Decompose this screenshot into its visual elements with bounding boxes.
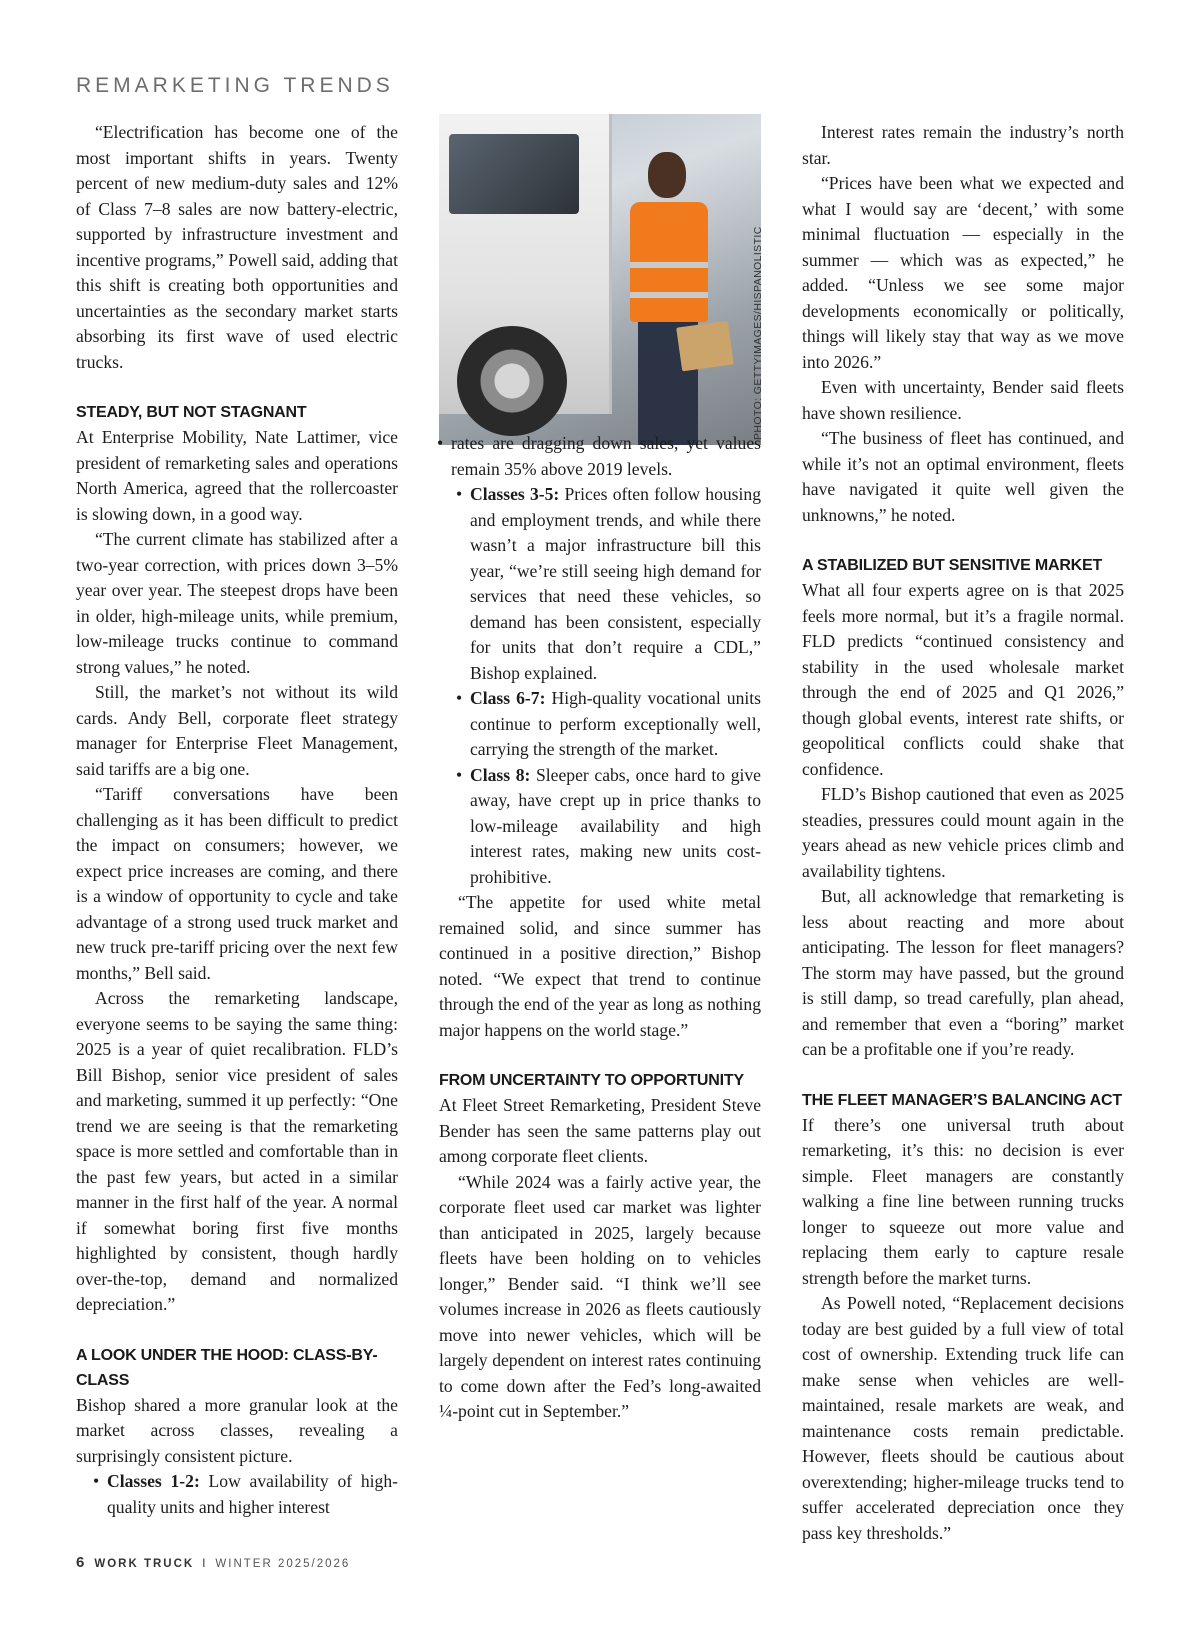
paragraph: As Powell noted, “Replacement decisions today are best guided by a full view of total cost of ownership. Extending truck life can make sense when vehicles are well-maintained, resale markets are weak, and maintenance costs remain predictable. However, fleets should be cautious about overextending; higher-mileage trucks tend to suffer accelerated depreciation once they pass key thresholds.” [802,1293,1124,1543]
paragraph: FLD’s Bishop cautioned that even as 2025 steadies, pressures could mount again in the years ahead as new vehicle prices climb and availability tightens. [802,784,1124,881]
magazine-name: WORK TRUCK [94,1558,195,1570]
list-item-continued: • rates are dragging down sales, yet values remain 35% above 2019 levels. [451,431,761,482]
article-column-3 [802,120,1124,1546]
list-item [470,482,761,686]
photo-credit: PHOTO: GETTYIMAGES/HISPANOLISTIC [752,226,764,440]
list-item-text: High-quality vocational units continue to perform exceptionally well, carrying the strength of the market. [470,688,761,759]
paragraph: At Fleet Street Remarketing, President Steve Bender has seen the same patterns play out among corporate fleet clients. [439,1095,761,1166]
article-column-2 [439,431,761,1425]
subheading-under-the-hood: A LOOK UNDER THE HOOD: CLASS-BY-CLASS [76,1346,378,1389]
list-item-label: Classes 1-2: [107,1471,200,1491]
article-column-1 [76,120,398,1520]
paragraph: “The current climate has stabilized after a two-year correction, with prices down 3–5% year over year. The steepest drops have been in older, high-mileage units, while premium, low-mileage trucks continue to command strong values,” he noted. [76,529,398,677]
subheading-balancing-act: THE FLEET MANAGER’S BALANCING ACT [802,1091,1122,1109]
subheading-uncertainty: FROM UNCERTAINTY TO OPPORTUNITY [439,1072,744,1089]
subheading-stabilized: A STABILIZED BUT SENSITIVE MARKET [802,557,1103,574]
paragraph: At Enterprise Mobility, Nate Lattimer, vice president of remarketing sales and operations North America, agreed that the rollercoaster is slowing down, in a good way. [76,427,398,524]
paragraph: “Tariff conversations have been challenging as it has been difficult to predict the impact on consumers; however, we expect price increases are coming, and there is a window of opportunity to cycle and take advantage of a strong used truck market and new truck pre-tariff pricing over the next few months,” Bell said. [76,784,398,983]
folder [676,321,734,372]
page-number: 6 [76,1554,85,1571]
list-item-label: Classes 3-5: [470,484,560,504]
paragraph: “The business of fleet has continued, and while it’s not an optimal environment, fleets have navigated it quite well given the unknowns,” he noted. [802,428,1124,525]
paragraph: Bishop shared a more granular look at the market across classes, revealing a surprisingly consistent picture. [76,1394,398,1466]
truck-window [449,134,579,214]
paragraph: If there’s one universal truth about remarketing, it’s this: no decision is ever simple. Fleet managers are constantly walking a fine line between running trucks longer to squeeze out more value and replacing them early to capture resale strength before the market turns. [802,1114,1124,1288]
list-item [470,686,761,763]
paragraph: But, all acknowledge that remarketing is less about reacting and more about anticipating. The lesson for fleet managers? The storm may have passed, but the ground is still damp, so tread carefully, plan ahead, and remember that even a “boring” market can be a profitable one if you’re ready. [802,886,1124,1059]
list-item-text: Low availability of high-quality units and higher interest [107,1471,398,1517]
paragraph: Across the remarketing landscape, everyone seems to be saying the same thing: 2025 is a year of quiet recalibration. FLD’s Bill Bishop, senior vice president of sales and marketing, summed it up perfectly: “One trend we are seeing is that the remarketing space is more settled and comfortable than in the past few years, but acted in a similar manner in the first half of the year. A normal if somewhat boring first five months highlighted by consistent, though hardly over-the-top, demand and normalized depreciation.” [76,988,398,1314]
truck-driver-photo [439,114,761,445]
page-footer [76,1554,350,1571]
section-label: REMARKETING TRENDS [76,74,394,97]
subheading-steady: STEADY, BUT NOT STAGNANT [76,404,307,421]
issue-date: WINTER 2025/2026 [215,1558,351,1570]
list-item [470,763,761,891]
paragraph: “The appetite for used white metal remained solid, and since summer has continued in a positive direction,” Bishop noted. “We expect that trend to continue through the end of the year as long as nothing major happens on the world stage.” [439,892,761,1040]
footer-separator: I [202,1558,208,1570]
paragraph: What all four experts agree on is that 2025 feels more normal, but it’s a fragile normal. FLD predicts “continued consistency and stability in the used wholesale market through the end of 2025 and Q1 2026,” though global events, interest rate shifts, or geopolitical conflicts could shake that confidence. [802,580,1124,779]
paragraph: Even with uncertainty, Bender said fleets have shown resilience. [802,377,1124,423]
paragraph: “Electrification has become one of the most important shifts in years. Twenty percent of new medium-duty sales and 12% of Class 7–8 sales are now battery-electric, supported by infrastructure investment and incentive programs,” Powell said, adding that this shift is creating both opportunities and uncertainties as the secondary market starts absorbing its first wave of used electric trucks. [76,122,398,372]
truck-wheel [457,326,567,436]
list-item-label: Class 6-7: [470,688,546,708]
class-list [439,431,761,482]
class-list [439,482,761,890]
list-item-label: Class 8: [470,764,531,785]
list-item-text: Sleeper cabs, once hard to give away, have crept up in price thanks to low-mileage availability and high interest rates, making new units cost-prohibitive. [470,764,761,887]
truck-cab [439,114,612,414]
paragraph: “While 2024 was a fairly active year, the corporate fleet used car market was lighter than anticipated in 2025, largely because fleets have been holding on to vehicles longer,” Bender said. “I think we’ll see volumes increase in 2026 as fleets cautiously move into newer vehicles, which will be largely dependent on interest rates continuing to come down after the Fed’s long-awaited ¼-point cut in September.” [439,1171,761,1421]
driver-figure [624,152,714,445]
list-item [107,1469,398,1520]
paragraph: Interest rates remain the industry’s north star. [802,122,1124,168]
paragraph: Still, the market’s not without its wild cards. Andy Bell, corporate fleet strategy manager for Enterprise Fleet Management, said tariffs are a big one. [76,682,398,779]
list-item-text: Prices often follow housing and employment trends, and while there wasn’t a major infrastructure bill this year, “we’re still seeing high demand for services that need these vehicles, so demand has been consistent, especially for units that don’t require a CDL,” Bishop explained. [470,484,761,683]
class-list [76,1469,398,1520]
paragraph: “Prices have been what we expected and what I would say are ‘decent,’ with some minimal fluctuation — especially in the summer — which was as expected,” he added. “Unless we see some major developments economically or politically, things will likely stay that way as we move into 2026.” [802,173,1124,372]
